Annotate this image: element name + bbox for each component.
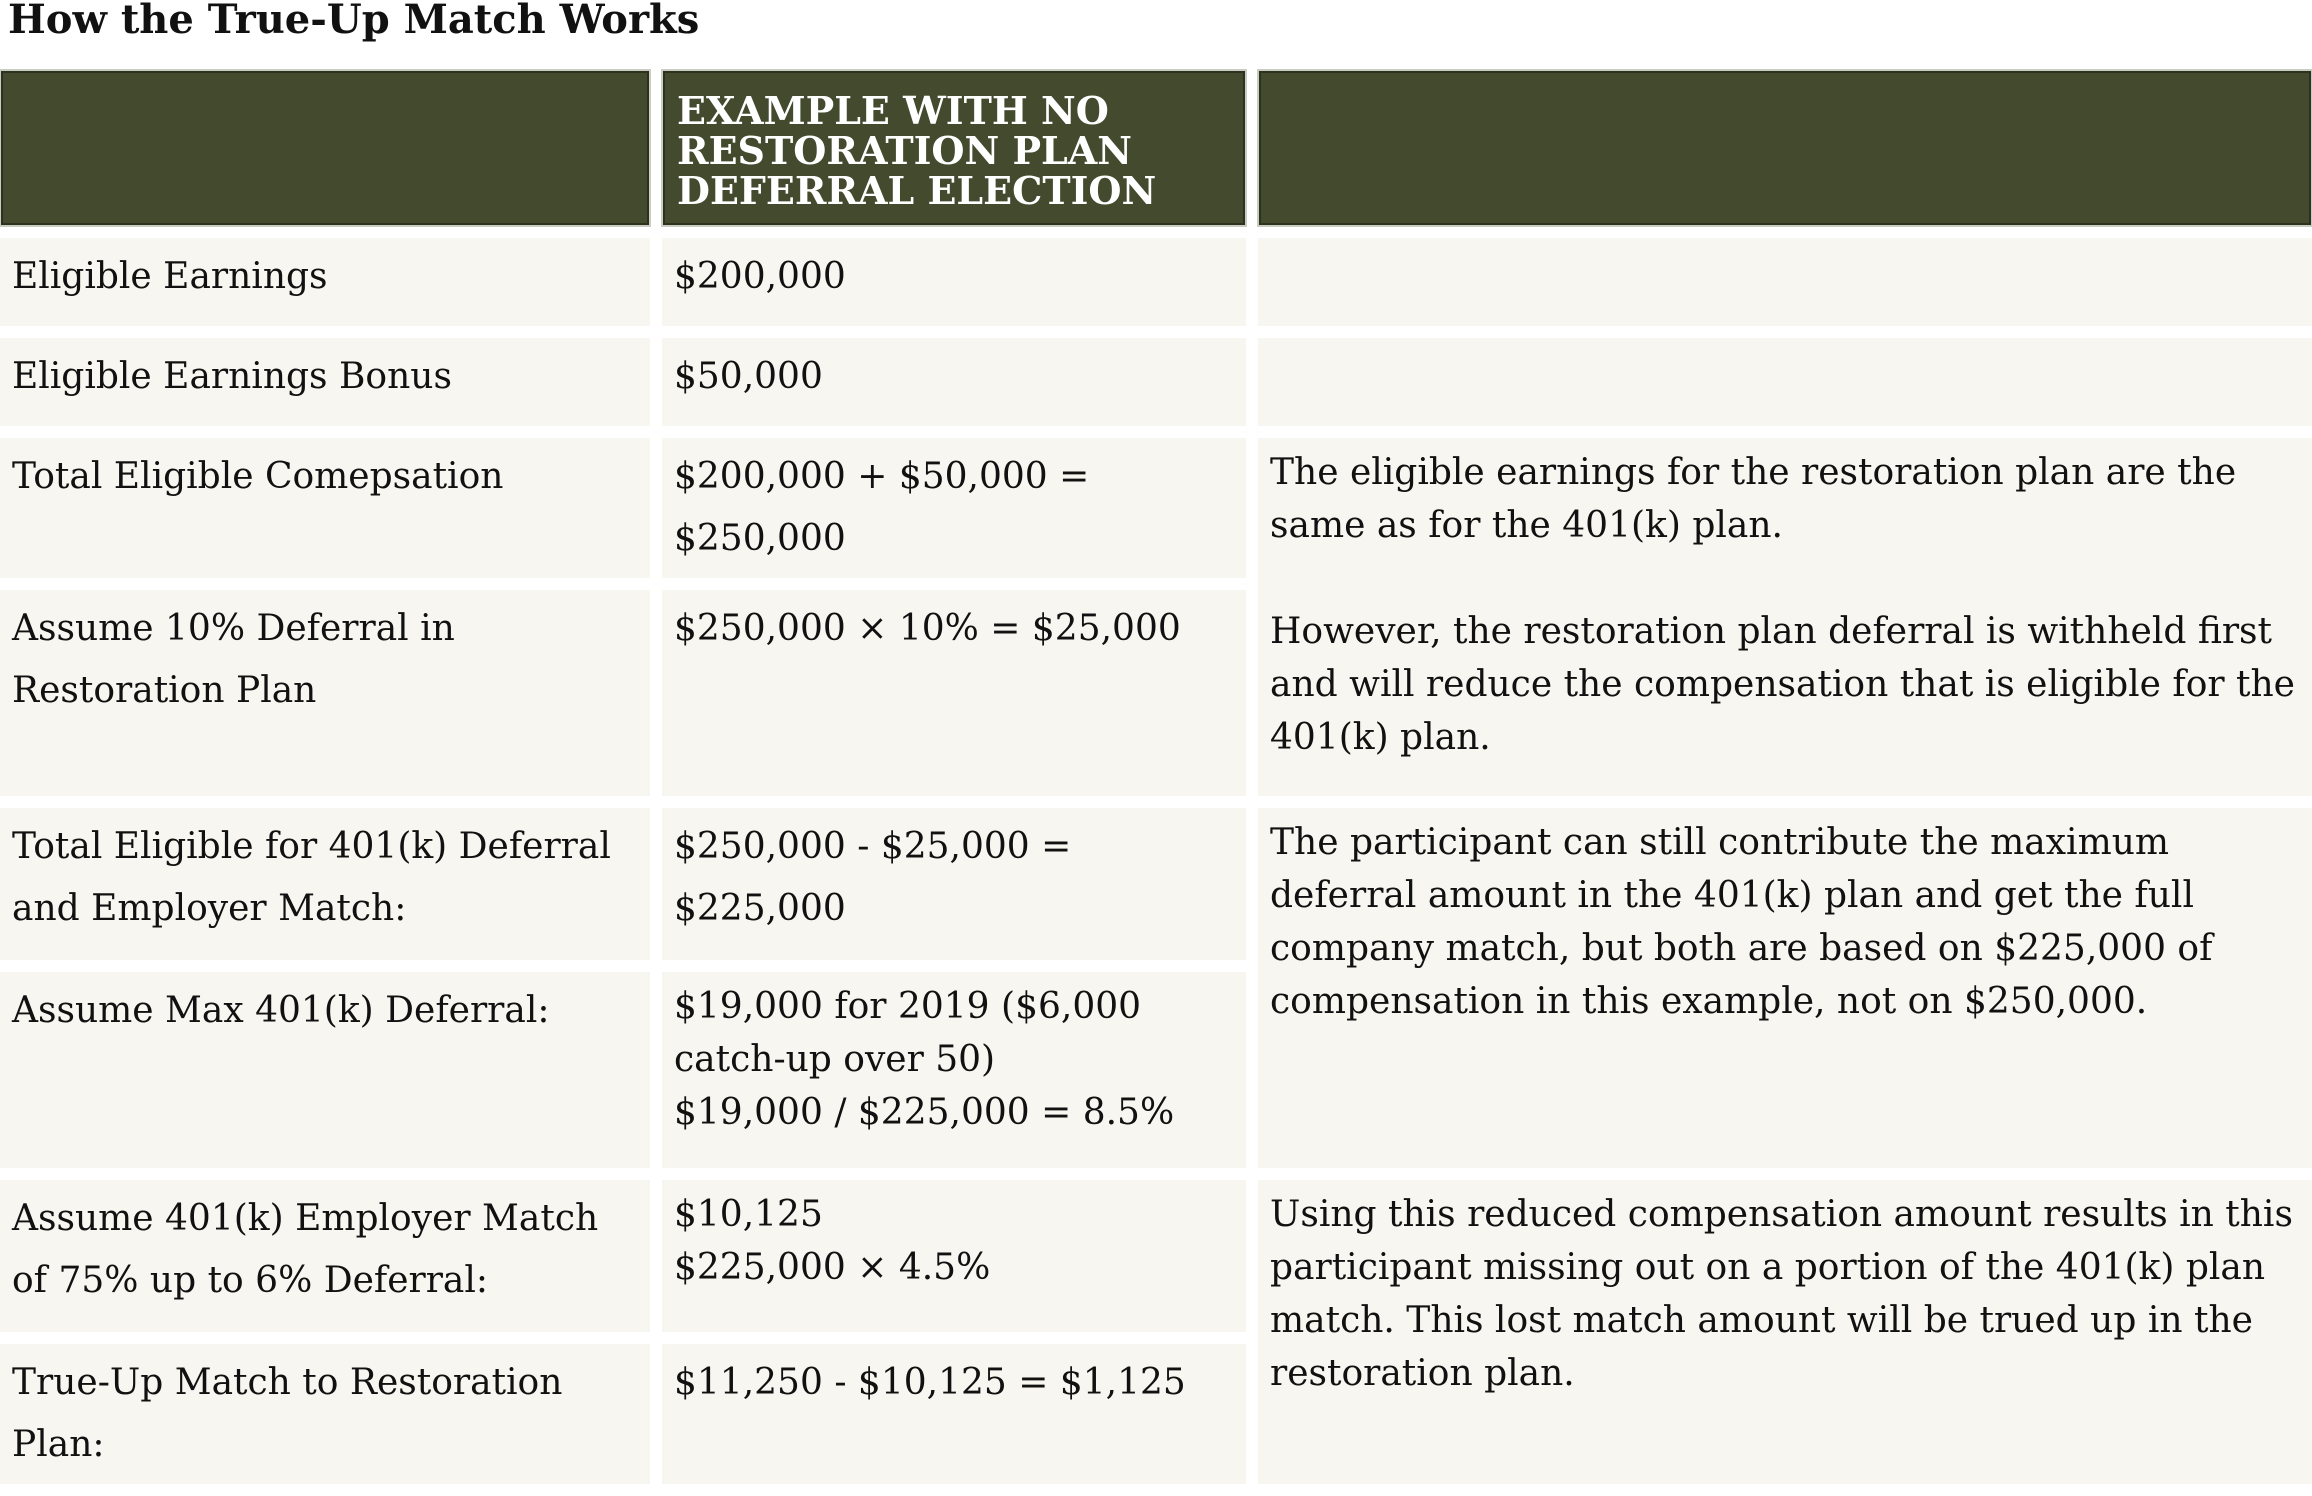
value-line: $250,000 × 10% = $25,000	[674, 608, 1181, 649]
page-title: How the True-Up Match Works	[8, 0, 700, 43]
note-paragraph: The eligible earnings for the restoration plan are the same as for the 401(k) plan.	[1270, 452, 2237, 546]
table-row	[0, 1180, 2312, 1332]
value-line: $200,000	[674, 256, 846, 297]
row-label: Eligible Earnings	[0, 238, 650, 326]
true-up-match-table	[0, 58, 2312, 1496]
value-line: $50,000	[674, 356, 823, 397]
row-label: Total Eligible Comepsation	[0, 438, 650, 578]
header-cell-notes	[1258, 70, 2312, 226]
table-row	[0, 808, 2312, 960]
row-value	[662, 238, 1246, 326]
row-note-lost-match: Using this reduced compensation amount results in this participant missing out on a portion of the 401(k) plan match. This lost match amount will be trued up in the restoration plan.	[1258, 1180, 2312, 1484]
row-label: Assume Max 401(k) Deferral:	[0, 972, 650, 1168]
value-line: $250,000 - $25,000 = $225,000	[674, 826, 1072, 929]
table-header-row	[0, 70, 2312, 226]
row-note-max-deferral: The participant can still contribute the maximum deferral amount in the 401(k) plan and get the full company match, but both are based on $225,000 of compensation in this example, not on $250,000.	[1258, 808, 2312, 1168]
row-value	[662, 1180, 1246, 1332]
value-line: $225,000 × 4.5%	[674, 1247, 991, 1288]
value-line: $200,000 + $50,000 = $250,000	[674, 456, 1090, 559]
value-line: $11,250 - $10,125 = $1,125	[674, 1362, 1186, 1403]
row-value	[662, 1344, 1246, 1484]
row-note	[1258, 338, 2312, 426]
value-line: $19,000 for 2019 ($6,000 catch-up over 50)	[674, 986, 1142, 1080]
row-label: Total Eligible for 401(k) Deferral and Employer Match:	[0, 808, 650, 960]
row-value	[662, 808, 1246, 960]
value-line: $19,000 / $225,000 = 8.5%	[674, 1092, 1175, 1133]
row-label: True-Up Match to Restoration Plan:	[0, 1344, 650, 1484]
table-row	[0, 338, 2312, 426]
header-cell-label	[0, 70, 650, 226]
row-value	[662, 972, 1246, 1168]
value-line: $10,125	[674, 1194, 823, 1235]
row-label: Assume 401(k) Employer Match of 75% up to 6% Deferral:	[0, 1180, 650, 1332]
table-row	[0, 238, 2312, 326]
row-value	[662, 338, 1246, 426]
row-note-restoration-earnings	[1258, 438, 2312, 796]
row-label: Assume 10% Deferral in Restoration Plan	[0, 590, 650, 796]
header-cell-example: EXAMPLE WITH NO RESTORATION PLAN DEFERRAL ELECTION	[662, 70, 1246, 226]
row-note	[1258, 238, 2312, 326]
row-label: Eligible Earnings Bonus	[0, 338, 650, 426]
row-value	[662, 438, 1246, 578]
table-row	[0, 438, 2312, 578]
row-value	[662, 590, 1246, 796]
note-paragraph: However, the restoration plan deferral is withheld first and will reduce the compensation that is eligible for the 401(k) plan.	[1270, 611, 2295, 758]
